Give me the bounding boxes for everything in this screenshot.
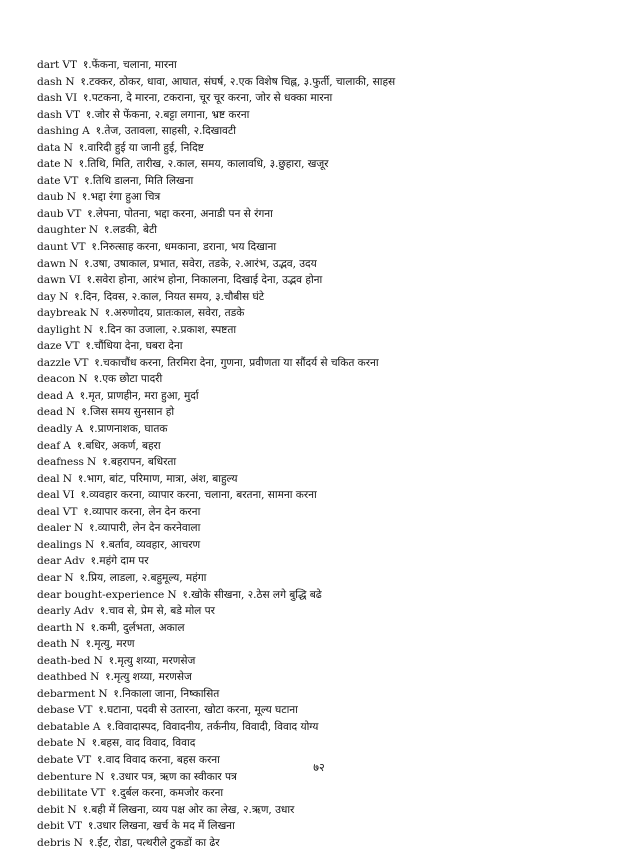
entry-definition: १.फेंकना, चलाना, मारना <box>82 59 177 71</box>
entry-term: day <box>37 290 56 303</box>
entry-part-of-speech: VT <box>90 787 106 800</box>
entry-definition: १.दुर्बल करना, कमजोर करना <box>111 787 224 800</box>
entry-term: dear bought-experience <box>37 588 165 601</box>
entry-definition: १.निरुत्साह करना, धमकाना, डराना, भय दिखाना <box>91 241 277 254</box>
dictionary-entry <box>37 123 617 140</box>
entry-definition: १.बही में लिखना, व्यय पक्ष ओर का लेख, २.ऋण, उधार <box>82 803 295 816</box>
entry-part-of-speech: A <box>82 125 90 138</box>
entry-definition: १.एक छोटा पादरी <box>93 373 163 386</box>
entry-part-of-speech: N <box>93 654 103 667</box>
entry-term: debatable <box>37 720 90 733</box>
entry-part-of-speech: N <box>167 588 177 601</box>
entry-term: dash <box>37 92 63 105</box>
entry-term: debit <box>37 820 65 833</box>
entry-part-of-speech: VT <box>73 356 89 369</box>
entry-definition: १.तेज, उतावला, साहसी, २.दिखावटी <box>95 125 236 138</box>
entry-definition: १.जिस समय सुनसान हो <box>81 406 175 419</box>
entry-term: daybreak <box>37 307 87 320</box>
entry-part-of-speech: N <box>67 803 77 816</box>
entry-term: dead <box>37 389 63 402</box>
entry-definition: १.भद्दा रंगा हुआ चित्र <box>81 191 161 204</box>
dictionary-entry <box>37 653 617 670</box>
entry-term: daylight <box>37 323 81 336</box>
entry-definition: १.बधिर, अकर्ण, बहरा <box>76 439 161 452</box>
entry-definition: १.चाव से, प्रेम से, बडे मोल पर <box>99 605 215 618</box>
entry-definition: १.लडकी, बेटी <box>103 224 157 237</box>
dictionary-entry <box>37 140 617 157</box>
entry-definition: १.खोके सीखना, २.ठेस लगे बुद्धि बढे <box>182 588 322 601</box>
dictionary-entry <box>37 636 617 653</box>
entry-term: date <box>37 174 61 187</box>
entry-term: deal <box>37 505 60 518</box>
dictionary-entry <box>37 338 617 355</box>
entry-part-of-speech: VT <box>64 340 80 353</box>
entry-part-of-speech: VT <box>66 207 82 220</box>
entry-part-of-speech: N <box>75 621 85 634</box>
entry-definition: १.लेपना, पोतना, भद्दा करना, अनाडी पन से रंगना <box>87 207 273 220</box>
dictionary-entry <box>37 587 617 604</box>
entry-term: debarment <box>37 687 96 700</box>
entry-part-of-speech: A <box>92 720 101 733</box>
entry-term: deal <box>37 472 60 485</box>
entry-term: debate <box>37 737 74 750</box>
entry-definition: १.चकाचौंध करना, तिरमिरा देना, गुणना, प्रवीणता या सौंदर्य से चकित करना <box>94 356 379 369</box>
entry-part-of-speech: VT <box>62 505 78 518</box>
entry-definition: १.मृत्यु शय्या, मरणसेज <box>108 654 196 667</box>
dictionary-entry <box>37 355 617 372</box>
entry-term: dear <box>37 555 62 568</box>
entry-definition: १.कमी, दुर्लभता, अकाल <box>90 621 185 634</box>
entry-definition: १.तिथि, मिति, तारीख, २.काल, समय, कालावधि, ३.छुहारा, खजूर <box>78 158 329 171</box>
dictionary-entry <box>37 289 617 306</box>
entry-term: debit <box>37 803 65 816</box>
entry-list <box>37 57 617 851</box>
entry-part-of-speech: N <box>65 75 75 88</box>
dictionary-entry <box>37 322 617 339</box>
dictionary-entry <box>37 454 617 471</box>
entry-part-of-speech: N <box>73 836 83 849</box>
entry-part-of-speech: N <box>84 538 95 551</box>
page-number: ७२ <box>313 761 325 774</box>
entry-definition: १.दिन, दिवस, २.काल, नियत समय, ३.चौबीस घंटे <box>74 290 264 303</box>
dictionary-entry <box>37 603 617 620</box>
entry-definition: १.प्राणनाशक, घातक <box>88 423 168 436</box>
entry-part-of-speech: A <box>63 439 71 452</box>
entry-part-of-speech: A <box>66 389 74 402</box>
entry-definition: १.सवेरा होना, आरंभ होना, निकालना, दिखाई देना, उद्भव होना <box>86 274 323 287</box>
entry-definition: १.अरुणोदय, प्रातःकाल, सवेरा, तडके <box>104 307 245 320</box>
dictionary-entry <box>37 107 617 124</box>
dictionary-entry <box>37 835 617 851</box>
entry-definition: १.मृत, प्राणहीन, मरा हुआ, मुर्दा <box>79 389 199 402</box>
entry-part-of-speech: N <box>87 456 97 469</box>
entry-definition: १.मृत्यु, मरण <box>85 638 135 651</box>
entry-part-of-speech: VT <box>76 753 92 766</box>
dictionary-entry <box>37 173 617 190</box>
entry-term: debenture <box>37 770 92 783</box>
entry-term: dash <box>37 108 63 121</box>
entry-definition: १.तिथि डालना, मिति लिखना <box>84 174 194 187</box>
entry-part-of-speech: N <box>78 373 88 386</box>
dictionary-entry <box>37 669 617 686</box>
entry-term: dear <box>37 571 62 584</box>
entry-part-of-speech: N <box>83 323 93 336</box>
dictionary-entry <box>37 735 617 752</box>
entry-part-of-speech: N <box>68 257 79 270</box>
dictionary-entry <box>37 471 617 488</box>
dictionary-entry <box>37 156 617 173</box>
entry-definition: १.व्यापार करना, लेन देन करना <box>83 505 201 518</box>
dictionary-entry <box>37 74 617 91</box>
entry-term: date <box>37 158 61 171</box>
dictionary-entry <box>37 189 617 206</box>
dictionary-entry <box>37 553 617 570</box>
dictionary-entry <box>37 702 617 719</box>
entry-part-of-speech: VT <box>63 174 79 187</box>
entry-term: daze <box>37 340 62 353</box>
entry-part-of-speech: N <box>59 290 69 303</box>
entry-part-of-speech: N <box>63 141 73 154</box>
entry-part-of-speech: N <box>95 770 105 783</box>
dictionary-entry <box>37 438 617 455</box>
entry-definition: १.उषा, उषाकाल, प्रभात, सवेरा, तडके, २.आरंभ, उद्भव, उदय <box>84 257 317 270</box>
entry-term: dearth <box>37 621 73 634</box>
entry-term: deadly <box>37 423 73 436</box>
entry-term: daub <box>37 207 64 220</box>
entry-definition: १.प्रिय, लाडला, २.बहुमूल्य, महंगा <box>79 571 207 584</box>
dictionary-entry <box>37 256 617 273</box>
entry-term: deal <box>37 489 60 502</box>
entry-term: deaf <box>37 439 61 452</box>
entry-term: debilitate <box>37 787 88 800</box>
dictionary-entry <box>37 239 617 256</box>
entry-definition: १.बहस, वाद विवाद, विवाद <box>91 737 196 750</box>
entry-part-of-speech: N <box>62 472 72 485</box>
entry-term: dawn <box>37 274 66 287</box>
entry-definition: १.मृत्यु शय्या, मरणसेज <box>105 671 192 684</box>
dictionary-entry <box>37 222 617 239</box>
entry-definition: १.उधार पत्र, ऋण का स्वीकार पत्र <box>110 770 237 783</box>
entry-part-of-speech: VT <box>65 108 80 121</box>
entry-term: dealer <box>37 522 71 535</box>
entry-part-of-speech: N <box>64 571 74 584</box>
dictionary-entry <box>37 371 617 388</box>
entry-term: deathbed <box>37 671 87 684</box>
dictionary-entry <box>37 57 617 74</box>
entry-term: data <box>37 141 61 154</box>
entry-term: dart <box>37 59 60 71</box>
entry-definition: १.घटाना, पदवी से उतारना, खोटा करना, मूल्य घटाना <box>98 704 298 717</box>
entry-term: dashing <box>37 125 79 138</box>
dictionary-entry <box>37 719 617 736</box>
dictionary-entry <box>37 272 617 289</box>
entry-term: debase <box>37 704 75 717</box>
entry-definition: १.वाद विवाद करना, बहस करना <box>97 753 220 766</box>
entry-definition: १.वारिदी हुई या जानी हुई, निदिष्ट <box>78 141 204 154</box>
entry-term: dead <box>37 406 63 419</box>
entry-definition: १.ईंट, रोडा, पत्थरीले टुकडों का ढेर <box>88 836 220 849</box>
entry-definition: १.चौंधिया देना, घबरा देना <box>85 340 183 353</box>
entry-part-of-speech: VT <box>70 241 86 254</box>
dictionary-entry <box>37 404 617 421</box>
entry-definition: १.बहरापन, बधिरता <box>102 456 177 469</box>
entry-definition: १.जोर से फेंकना, २.बट्टा लगाना, भ्रष्ट करना <box>85 108 250 121</box>
entry-part-of-speech: VI <box>65 92 78 105</box>
entry-part-of-speech: VT <box>62 59 78 71</box>
entry-term: daughter <box>37 224 86 237</box>
entry-definition: १.विवादास्पद, विवादनीय, तर्कनीय, विवादी, विवाद योग्य <box>106 720 319 733</box>
entry-definition: १.महंगे दाम पर <box>90 555 149 568</box>
dictionary-entry <box>37 206 617 223</box>
entry-definition: १.पटकना, दे मारना, टकराना, चूर चूर करना, जोर से धक्का मारना <box>82 92 333 105</box>
entry-term: debate <box>37 753 74 766</box>
dictionary-entry <box>37 686 617 703</box>
entry-term: deafness <box>37 456 84 469</box>
entry-definition: १.निकाला जाना, निष्कासित <box>113 687 220 700</box>
entry-part-of-speech: N <box>63 158 73 171</box>
entry-definition: १.दिन का उजाला, २.प्रकाश, स्पष्टता <box>98 323 237 336</box>
dictionary-entry <box>37 487 617 504</box>
dictionary-entry <box>37 305 617 322</box>
dictionary-entry <box>37 421 617 438</box>
entry-part-of-speech: VT <box>77 704 93 717</box>
entry-part-of-speech: N <box>88 224 99 237</box>
entry-term: deacon <box>37 373 76 386</box>
entry-part-of-speech: N <box>66 406 76 419</box>
entry-term: daub <box>37 191 64 204</box>
dictionary-entry <box>37 388 617 405</box>
dictionary-entry <box>37 802 617 819</box>
entry-term: dawn <box>37 257 66 270</box>
entry-part-of-speech: N <box>66 191 76 204</box>
dictionary-entry <box>37 504 617 521</box>
entry-part-of-speech: VI <box>62 489 75 502</box>
entry-part-of-speech: N <box>70 638 80 651</box>
entry-definition: १.व्यापारी, लेन देन करनेवाला <box>89 522 201 535</box>
dictionary-entry <box>37 537 617 554</box>
entry-part-of-speech: VI <box>68 274 81 287</box>
dictionary-entry <box>37 90 617 107</box>
dictionary-entry <box>37 520 617 537</box>
entry-part-of-speech: N <box>89 307 99 320</box>
entry-definition: १.टक्कर, ठोकर, धावा, आघात, संघर्ष, २.एक विशेष चिह्न, ३.फुर्ती, चालाकी, साहस <box>80 75 396 88</box>
entry-part-of-speech: Adv <box>73 605 94 618</box>
entry-part-of-speech: N <box>76 737 86 750</box>
entry-part-of-speech: VT <box>67 820 83 833</box>
entry-term: death <box>37 638 68 651</box>
entry-part-of-speech: N <box>90 671 100 684</box>
entry-term: daunt <box>37 241 68 254</box>
entry-definition: १.भाग, बांट, परिमाण, मात्रा, अंश, बाहुल्य <box>77 472 238 485</box>
entry-part-of-speech: Adv <box>64 555 85 568</box>
entry-definition: १.उधार लिखना, खर्च के मद में लिखना <box>87 820 235 833</box>
entry-term: dealings <box>37 538 82 551</box>
entry-term: dash <box>37 75 63 88</box>
dictionary-entry <box>37 570 617 587</box>
entry-definition: १.व्यवहार करना, व्यापार करना, चलाना, बरतना, सामना करना <box>80 489 317 502</box>
entry-term: death-bed <box>37 654 91 667</box>
entry-part-of-speech: N <box>98 687 108 700</box>
entry-definition: १.बर्ताव, व्यवहार, आचरण <box>100 538 201 551</box>
dictionary-entry <box>37 785 617 802</box>
entry-term: dearly <box>37 605 71 618</box>
entry-term: debris <box>37 836 71 849</box>
dictionary-entry <box>37 620 617 637</box>
entry-term: dazzle <box>37 356 71 369</box>
entry-part-of-speech: N <box>73 522 84 535</box>
dictionary-entry <box>37 818 617 835</box>
entry-part-of-speech: A <box>75 423 84 436</box>
